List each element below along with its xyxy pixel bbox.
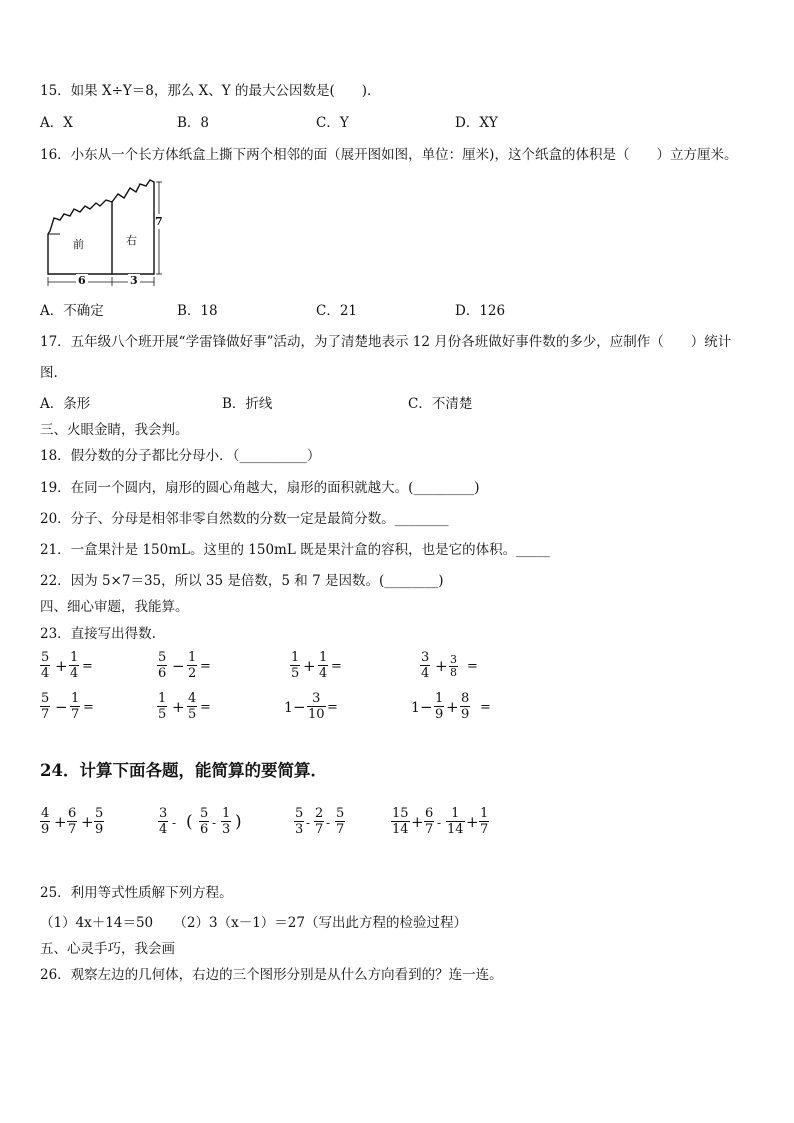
q16-option-c: C．21	[316, 303, 358, 319]
plus-operator: +	[435, 657, 448, 675]
plus-operator: +	[81, 813, 94, 831]
q18-text: 18．假分数的分子都比分母小．（__________）	[40, 448, 321, 464]
minus-operator: -	[437, 816, 442, 830]
q17-option-b: B．折线	[222, 396, 273, 412]
q16-net-figure	[40, 176, 170, 291]
q15-option-c: C．Y	[316, 115, 349, 131]
dim-six: 6	[78, 274, 86, 287]
q17-option-a: A．条形	[40, 396, 91, 412]
q21-text: 21．一盒果汁是 150mL。这里的 150mL 既是果汁盒的容积，也是它的体积。_____	[40, 542, 550, 558]
fraction: 5 4	[41, 650, 50, 681]
fraction: 1 5	[291, 650, 300, 681]
net-diagram	[40, 176, 170, 291]
q16-option-b: B．18	[177, 303, 218, 319]
equals-sign: =	[82, 659, 93, 674]
q15-option-b: B．8	[177, 115, 210, 131]
equals-sign: =	[480, 700, 491, 715]
left-paren: (	[186, 812, 193, 832]
minus-operator: -	[326, 816, 331, 830]
minus-operator: -	[172, 816, 177, 830]
plus-operator: +	[446, 698, 459, 716]
q19-text: 19．在同一个圆内，扇形的圆心角越大，扇形的面积就越大。(_________)	[40, 480, 480, 496]
q17-text: 17．五年级八个班开展“学雷锋做好事”活动，为了清楚地表示 12 月份各班做好事件数的多少，应制作（ ）统计	[40, 334, 732, 350]
equals-sign: =	[83, 700, 94, 715]
fraction: 4 5	[188, 691, 197, 722]
q25-text: 25．利用等式性质解下列方程。	[40, 885, 233, 901]
fraction: 5 3	[295, 806, 304, 837]
plus-operator: +	[55, 657, 68, 675]
q24-text: 24．计算下面各题，能简算的要简算．	[40, 761, 327, 780]
q17-option-c: C．不清楚	[408, 396, 473, 412]
fraction: 5 7	[336, 806, 345, 837]
fraction: 4 9	[41, 806, 50, 837]
equals-sign: =	[200, 659, 211, 674]
fraction: 1 2	[188, 650, 197, 681]
q23-text: 23．直接写出得数.	[40, 626, 156, 642]
equals-sign: =	[467, 659, 478, 674]
section-3-heading: 三、火眼金睛，我会判。	[40, 422, 189, 438]
dim-seven: 7	[155, 215, 163, 228]
whole-one: 1	[411, 700, 420, 716]
equals-sign: =	[200, 700, 211, 715]
whole-one: 1	[284, 700, 293, 716]
plus-operator: +	[303, 657, 316, 675]
fraction: 1 7	[71, 691, 80, 722]
dim-three: 3	[130, 274, 138, 287]
right-face-label: 右	[126, 234, 137, 247]
fraction: 1 4	[70, 650, 79, 681]
fraction: 3 4	[421, 650, 430, 681]
minus-operator: −	[293, 698, 306, 716]
fraction: 1 5	[158, 691, 167, 722]
plus-operator: +	[54, 813, 67, 831]
fraction: 5 9	[95, 806, 104, 837]
q16-option-d: D．126	[455, 303, 506, 319]
fraction: 5 6	[158, 650, 167, 681]
q25-parts: （1）4x＋14＝50 （2）3（x－1）＝27（写出此方程的检验过程）	[40, 915, 467, 931]
q15-option-d: D．XY	[455, 115, 498, 131]
plus-operator: +	[411, 813, 424, 831]
minus-operator: -	[212, 816, 217, 830]
front-face-label: 前	[73, 238, 84, 251]
fraction: 1 4	[319, 650, 328, 681]
section-5-heading: 五、心灵手巧，我会画	[40, 941, 175, 957]
minus-operator: -	[306, 816, 311, 830]
plus-operator: +	[172, 698, 185, 716]
q15-option-a: A．X	[40, 115, 73, 131]
fraction: 6 7	[425, 806, 434, 837]
q26-text: 26．观察左边的几何体，右边的三个图形分别是从什么方向看到的？连一连。	[40, 967, 503, 983]
q17-text-cont: 图.	[40, 365, 58, 381]
q22-text: 22．因为 5×7＝35，所以 35 是倍数，5 和 7 是因数。(________)	[40, 573, 444, 589]
minus-operator: −	[420, 698, 433, 716]
fraction: 1 9	[435, 691, 444, 722]
section-4-heading: 四、细心审题，我能算。	[40, 599, 189, 615]
fraction: 1 3	[222, 806, 231, 837]
fraction: 2 7	[315, 806, 324, 837]
fraction: 15 14	[392, 806, 409, 837]
fraction: 6 7	[68, 806, 77, 837]
equals-sign: =	[327, 700, 338, 715]
fraction: 1 14	[447, 806, 464, 837]
q20-text: 20．分子、分母是相邻非零自然数的分数一定是最简分数。________	[40, 511, 449, 527]
minus-operator: −	[55, 698, 68, 716]
fraction: 5 6	[200, 806, 209, 837]
fraction: 1 7	[480, 806, 489, 837]
fraction: 8 9	[461, 691, 470, 722]
q16-option-a: A．不确定	[40, 303, 104, 319]
fraction: 3 4	[159, 806, 168, 837]
plus-operator: +	[466, 813, 479, 831]
fraction: 3 8	[450, 653, 457, 679]
q15-text: 15．如果 X÷Y＝8，那么 X、Y 的最大公因数是( )．	[40, 83, 381, 99]
equals-sign: =	[331, 659, 342, 674]
fraction: 3 10	[308, 691, 325, 722]
fraction: 5 7	[41, 691, 50, 722]
minus-operator: −	[172, 657, 185, 675]
q16-text: 16．小东从一个长方体纸盒上撕下两个相邻的面（展开图如图，单位：厘米)，这个纸盒的体积是（ ）立方厘米。	[40, 147, 738, 163]
right-paren: )	[235, 812, 242, 832]
